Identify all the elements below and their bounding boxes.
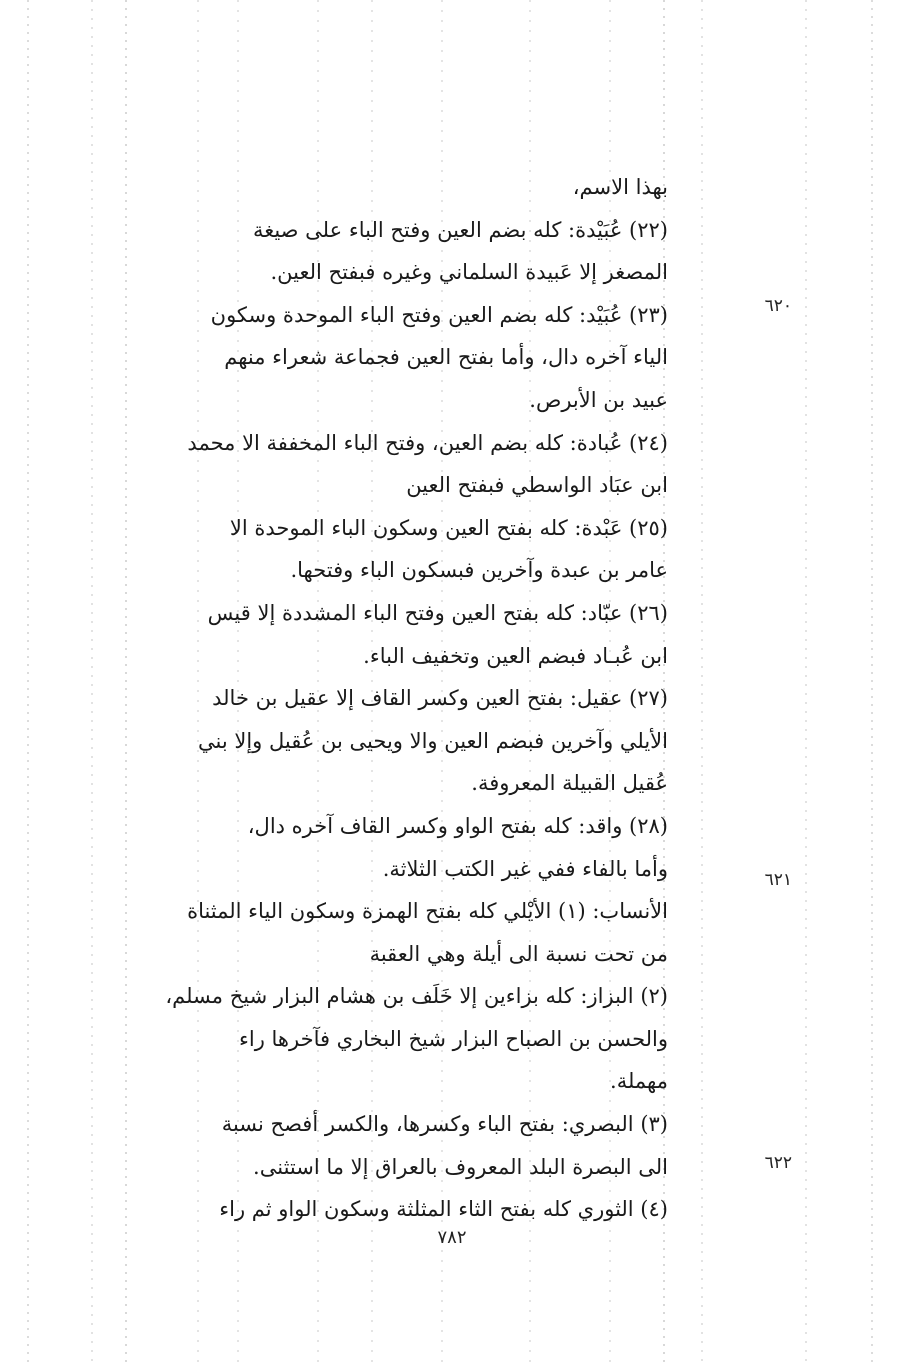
text-line: مهملة. <box>610 1069 668 1094</box>
text-line: عبيد بن الأبرص. <box>529 387 668 412</box>
text-line: والحسن بن الصباح البزار شيخ البخاري فآخرها راء <box>239 1026 668 1051</box>
text-line: عُقيل القبيلة المعروفة. <box>471 771 668 796</box>
text-line: الأيلي وآخرين فبضم العين والا ويحيى بن عُقيل وإلا بني <box>197 728 668 753</box>
text-line: الأنساب: (١) الأيْلي كله بفتح الهمزة وسكون الياء المثناة <box>187 899 668 924</box>
text-line: (٢٧) عقيل: بفتح العين وكسر القاف إلا عقيل بن خالد <box>212 686 668 711</box>
text-line: وأما بالفاء ففي غير الكتب الثلاثة. <box>382 856 668 881</box>
text-line: (٣) البصري: بفتح الباء وكسرها، والكسر أفصح نسبة <box>221 1112 668 1137</box>
main-text-column <box>128 166 668 1231</box>
text-line: من تحت نسبة الى أيلة وهي العقبة <box>369 941 668 966</box>
text-line: (٢٤) عُبادة: كله بضم العين، وفتح الباء المخففة الا محمد <box>187 430 668 455</box>
text-line: المصغر إلا عَبيدة السلماني وغيره فبفتح العين. <box>270 260 668 285</box>
text-line: (٢٢) عُبَيْدة: كله بضم العين وفتح الباء على صيغة <box>252 217 668 242</box>
margin-entry-number: ٦٢٠ <box>764 296 792 316</box>
margin-entry-number: ٦٢٢ <box>764 1153 792 1173</box>
text-line: (٢٨) واقد: كله بفتح الواو وكسر القاف آخره دال، <box>247 813 668 838</box>
text-line: (٢٥) عَبْدة: كله بفتح العين وسكون الباء الموحدة الا <box>229 515 668 540</box>
text-line: الياء آخره دال، وأما بفتح العين فجماعة شعراء منهم <box>224 345 668 370</box>
text-line: (٤) الثوري كله بفتح الثاء المثلثة وسكون الواو ثم راء <box>219 1197 668 1222</box>
text-line: (٢٦) عبّاد: كله بفتح العين وفتح الباء المشددة إلا قيس <box>207 600 668 625</box>
text-line: ابن عُبـاد فبضم العين وتخفيف الباء. <box>363 643 668 668</box>
text-line: عامر بن عبدة وآخرين فبسكون الباء وفتحها. <box>290 558 668 583</box>
text-line: بهذا الاسم، <box>572 175 668 199</box>
text-line: ابن عبَاد الواسطي فبفتح العين <box>406 473 668 498</box>
text-line: (٢) البزاز: كله بزاءين إلا خَلَف بن هشام البزار شيخ مسلم، <box>165 984 668 1009</box>
page-number: ٧٨٢ <box>437 1227 467 1248</box>
text-line: (٢٣) عُبَيْد: كله بضم العين وفتح الباء الموحدة وسكون <box>210 302 668 327</box>
text-line: الى البصرة البلد المعروف بالعراق إلا ما استثنى. <box>253 1154 668 1179</box>
margin-entry-number: ٦٢١ <box>764 870 792 890</box>
